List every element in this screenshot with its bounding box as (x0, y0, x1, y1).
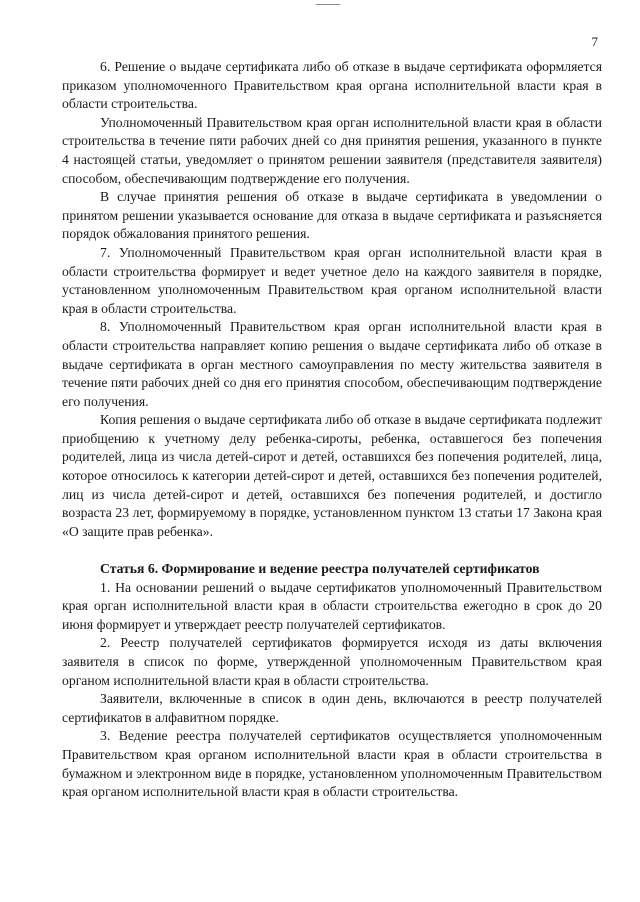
paragraph-article6-item-2: 2. Реестр получателей сертификатов формируется исходя из даты включения заявителя в список по форме, утвержденной уполномоченным Правительством края органом исполнительной власти края в области строительства. (62, 635, 602, 688)
paragraph-notification: Уполномоченный Правительством края орган исполнительной власти края в области строительства в течение пяти рабочих дней со дня принятия решения, указанного в пункте 4 настоящей статьи, уведомляет о принятом решении заявителя (представителя заявителя) способом, обеспечивающим подтверждение его получения. (62, 114, 602, 186)
paragraph-refusal-notice: В случае принятия решения об отказе в выдаче сертификата в уведомлении о принятом решении указывается основание для отказа в выдаче сертификата и разъясняется порядок обжалования принятого решения. (62, 189, 602, 242)
paragraph-item-7: 7. Уполномоченный Правительством края орган исполнительной власти края в области строительства формирует и ведет учетное дело на каждого заявителя в порядке, установленном уполномоченным Правительством края органом исполнительной власти края в области строительства. (62, 244, 602, 316)
document-body (62, 58, 602, 802)
paragraph-copy-attachment: Копия решения о выдаче сертификата либо об отказе в выдаче сертификата подлежит приобщению к учетному делу ребенка-сироты, ребенка, оставшегося без попечения родителей, лица из числа детей-сирот и детей, оставшихся без попечения родителей, лица, которое относилось к категории детей-сирот и детей, оставшихся без попечения родителей, лиц из числа детей-сирот и детей, оставшихся без попечения родителей, и достигло возраста 23 лет, формируемому в порядке, установленном пунктом 13 статьи 17 Закона края «О защите прав ребенка». (62, 412, 602, 539)
top-edge-mark (316, 4, 340, 5)
paragraph-item-8: 8. Уполномоченный Правительством края орган исполнительной власти края в области строительства направляет копию решения о выдаче сертификата либо об отказе в выдаче сертификата в орган местного самоуправления по месту жительства заявителя в течение пяти рабочих дней со дня его принятия способом, обеспечивающим подтверждение его получения. (62, 319, 602, 409)
page-number: 7 (591, 34, 598, 49)
article-heading: Статья 6. Формирование и ведение реестра получателей сертификатов (100, 561, 540, 577)
paragraph-item-6: 6. Решение о выдаче сертификата либо об отказе в выдаче сертификата оформляется приказом уполномоченного Правительством края органа исполнительной власти края в области строительства. (62, 59, 602, 112)
paragraph-article6-item-3: 3. Ведение реестра получателей сертификатов осуществляется уполномоченным Правительством края органом исполнительной власти края в области строительства в бумажном и электронном виде в порядке, установленном уполномоченным Правительством края органом исполнительной власти края в области строительства. (62, 728, 602, 800)
paragraph-alphabetical-order: Заявители, включенные в список в один день, включаются в реестр получателей сертификатов в алфавитном порядке. (62, 691, 602, 725)
paragraph-article6-item-1: 1. На основании решений о выдаче сертификатов уполномоченный Правительством края орган исполнительной власти края в области строительства ежегодно в срок до 20 июня формирует и утверждает реестр получателей сертификатов. (62, 579, 602, 632)
